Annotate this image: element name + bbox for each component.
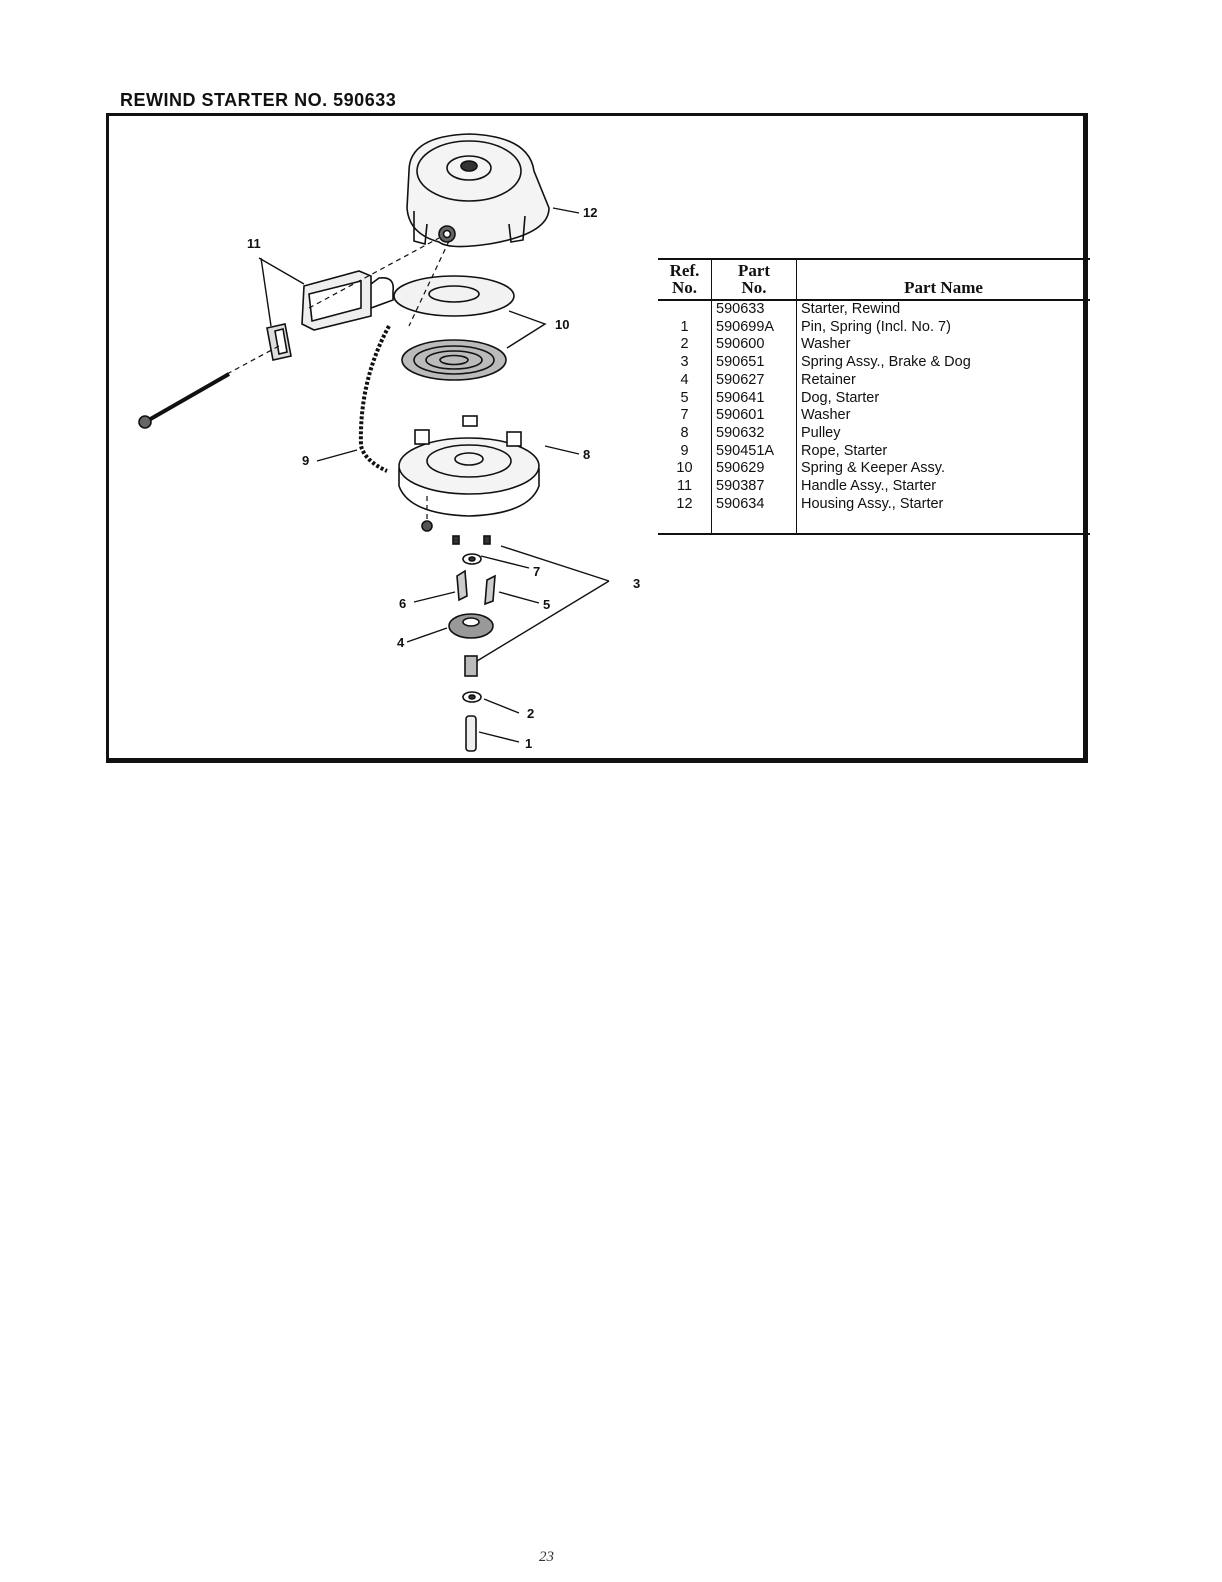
callout-5: 5 — [543, 597, 551, 612]
pulley-illustration — [399, 416, 539, 516]
header-ref-no: Ref. No. — [658, 259, 712, 300]
table-row-spacer — [658, 513, 1090, 534]
table-row: 10 590629 Spring & Keeper Assy. — [658, 460, 1090, 478]
table-row: 7 590601 Washer — [658, 407, 1090, 425]
callout-1: 1 — [525, 736, 533, 751]
spring-keeper-illustration — [394, 276, 514, 380]
table-row: 9 590451A Rope, Starter — [658, 443, 1090, 461]
table-row: 8 590632 Pulley — [658, 425, 1090, 443]
header-part-name: Part Name — [797, 259, 1091, 300]
table-row: 3 590651 Spring Assy., Brake & Dog — [658, 354, 1090, 372]
header-part-no: Part No. — [712, 259, 797, 300]
table-row: 12 590634 Housing Assy., Starter — [658, 496, 1090, 514]
callout-7: 7 — [533, 564, 541, 579]
housing-assembly-illustration — [407, 134, 549, 247]
callout-12: 12 — [583, 205, 598, 220]
figure-frame — [106, 113, 1088, 763]
small-parts-illustration — [449, 536, 495, 751]
table-row: 590633 Starter, Rewind — [658, 300, 1090, 319]
page-title: REWIND STARTER NO. 590633 — [120, 90, 397, 110]
parts-table — [658, 258, 1090, 535]
callout-9: 9 — [302, 453, 310, 468]
callout-11: 11 — [247, 236, 261, 251]
handle-assembly-illustration — [267, 271, 393, 360]
table-row: 1 590699A Pin, Spring (Incl. No. 7) — [658, 319, 1090, 337]
page-number: 23 — [539, 1549, 554, 1565]
callout-10: 10 — [555, 317, 570, 332]
table-row: 11 590387 Handle Assy., Starter — [658, 478, 1090, 496]
table-row: 4 590627 Retainer — [658, 372, 1090, 390]
callout-6: 6 — [399, 596, 407, 611]
callout-8: 8 — [583, 447, 591, 462]
table-row: 2 590600 Washer — [658, 336, 1090, 354]
callout-2: 2 — [527, 706, 535, 721]
table-row: 5 590641 Dog, Starter — [658, 390, 1090, 408]
callout-4: 4 — [397, 635, 405, 650]
parts-table-header — [658, 259, 1090, 300]
callout-3: 3 — [633, 576, 641, 591]
